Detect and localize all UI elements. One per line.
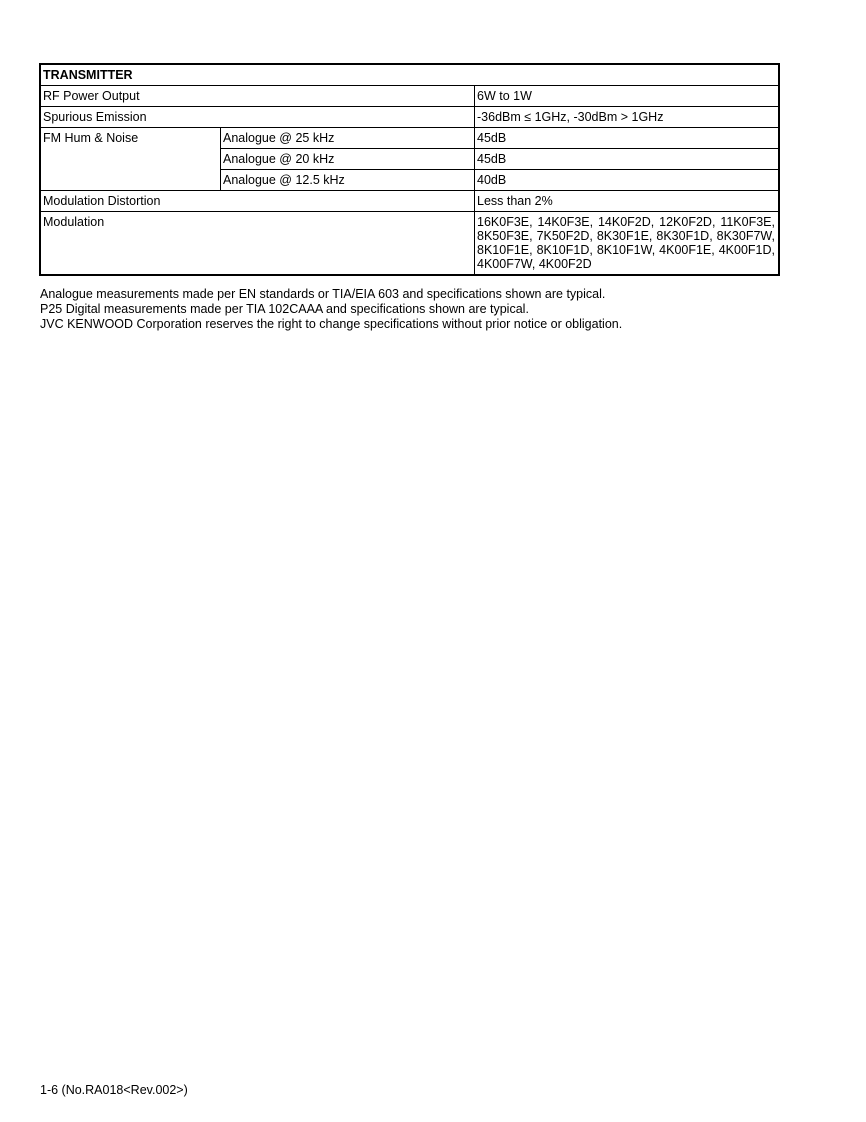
table-row <box>40 128 779 149</box>
table-row <box>40 191 779 212</box>
mod-distortion-label: Modulation Distortion <box>40 191 475 212</box>
table-row <box>40 107 779 128</box>
table-row <box>40 86 779 107</box>
fm-hum-sub-label: Analogue @ 25 kHz <box>221 128 475 149</box>
fm-hum-sub-value: 40dB <box>475 170 780 191</box>
section-title: TRANSMITTER <box>40 64 779 86</box>
fm-hum-sub-value: 45dB <box>475 128 780 149</box>
modulation-value: 16K0F3E, 14K0F3E, 14K0F2D, 12K0F2D, 11K0F3E, 8K50F3E, 7K50F2D, 8K30F1E, 8K30F1D, 8K30F7W, 8K10F1E, 8K10F1D, 8K10F1W, 4K00F1E, 4K00F1D, 4K00F7W, 4K00F2D <box>475 212 780 276</box>
note-line: JVC KENWOOD Corporation reserves the right to change specifications without prior notice or obligation. <box>40 317 623 331</box>
rf-power-value: 6W to 1W <box>475 86 780 107</box>
fm-hum-sub-label: Analogue @ 20 kHz <box>221 149 475 170</box>
rf-power-label: RF Power Output <box>40 86 475 107</box>
spurious-value: -36dBm ≤ 1GHz, -30dBm > 1GHz <box>475 107 780 128</box>
transmitter-spec-table <box>39 63 780 276</box>
table-header-row <box>40 64 779 86</box>
modulation-label: Modulation <box>40 212 475 276</box>
fm-hum-label: FM Hum & Noise <box>40 128 221 191</box>
fm-hum-sub-label: Analogue @ 12.5 kHz <box>221 170 475 191</box>
note-line: P25 Digital measurements made per TIA 102CAAA and specifications shown are typical. <box>40 302 529 316</box>
page-footer: 1-6 (No.RA018<Rev.002>) <box>40 1083 188 1097</box>
mod-distortion-value: Less than 2% <box>475 191 780 212</box>
note-line: Analogue measurements made per EN standards or TIA/EIA 603 and specifications shown are typical. <box>40 287 606 301</box>
notes-block <box>40 287 800 332</box>
fm-hum-sub-value: 45dB <box>475 149 780 170</box>
table-row <box>40 212 779 276</box>
spurious-label: Spurious Emission <box>40 107 475 128</box>
